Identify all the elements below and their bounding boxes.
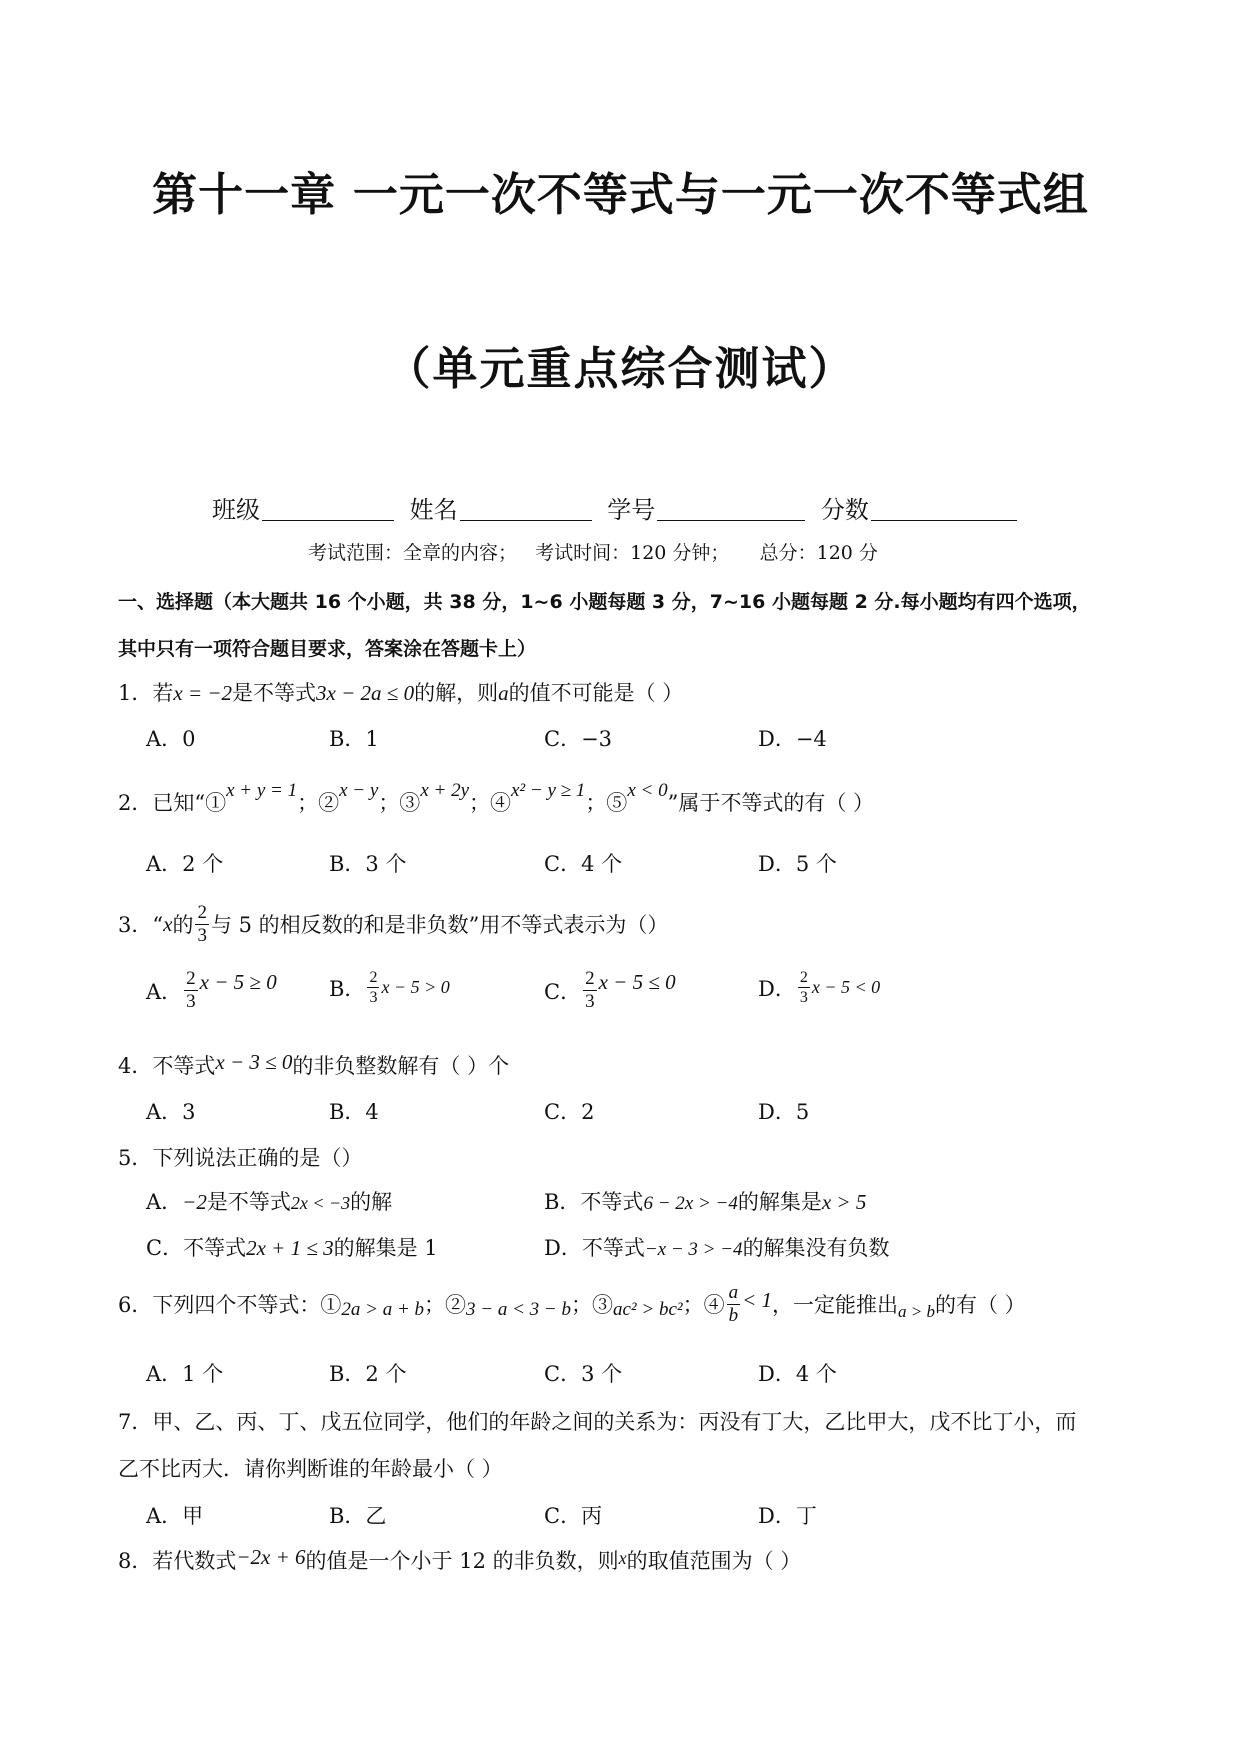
score-label: 分数 [820, 496, 869, 524]
fraction: $\frac{2}{3}$ [186, 968, 196, 1012]
question-3: 3．“ x 的 $\frac{2}{3}$ 与 5 的相反数的和是非负数”用不等式表示为（） [118, 901, 669, 946]
math-expr: x + 2y [420, 780, 469, 801]
fraction: $\frac{a}{b}$ [728, 1281, 739, 1326]
fraction: $\frac{2}{3}$ [369, 969, 378, 1006]
q2-option-c: C．4 个 [544, 852, 623, 876]
q2-option-b: B．3 个 [329, 852, 407, 876]
q4-option-a: A．3 [146, 1100, 196, 1124]
exam-scope: 考试范围：全章的内容； 考试时间：120 分钟； 总分：120 分 [308, 542, 878, 564]
q1-option-a: A．0 [146, 727, 196, 751]
score-blank [871, 498, 1017, 521]
math-var: x [618, 1548, 627, 1568]
math-expr: x² − y ≥ 1 [511, 780, 586, 801]
math-expr: x − 3 ≤ 0 [215, 1050, 293, 1074]
q3-option-b: B． $\frac{2}{3}$ x − 5 > 0 [329, 969, 450, 1006]
math-expr: x = −2 [173, 681, 233, 705]
math-expr: −2x + 6 [236, 1545, 306, 1569]
q7-option-c: C．丙 [544, 1504, 603, 1528]
q3-option-d: D． $\frac{2}{3}$ x − 5 < 0 [758, 969, 881, 1006]
question-6: 6．下列四个不等式：① 2a > a + b ；② 3 − a < 3 − b ；③ ac² > bc² ；④ $\frac{a}{b}$ < 1 ，一定能推出 a > b 的有（ ） [118, 1281, 1026, 1326]
math-expr: 3x − 2a ≤ 0 [316, 681, 415, 705]
q6-option-d: D．4 个 [758, 1362, 837, 1386]
name-label: 姓名 [409, 496, 458, 524]
q1-option-c: C．−3 [544, 727, 613, 751]
q7-option-b: B．乙 [329, 1504, 387, 1528]
q5-option-b: B．不等式6 − 2x > −4的解集是x > 5 [544, 1190, 867, 1214]
q6-option-c: C．3 个 [544, 1362, 623, 1386]
q3-option-a: A． $\frac{2}{3}$ x − 5 ≥ 0 [146, 968, 277, 1012]
q2-option-d: D．5 个 [758, 852, 837, 876]
q6-option-b: B．2 个 [329, 1362, 407, 1386]
q4-option-b: B．4 [329, 1100, 379, 1124]
page-subtitle: （单元重点综合测试） [385, 342, 856, 395]
q7-option-d: D．丁 [758, 1504, 817, 1528]
q5-option-a: A．−2是不等式2x < −3的解 [146, 1190, 393, 1214]
number-label: 学号 [607, 496, 656, 524]
question-7-line2: 乙不比丙大．请你判断谁的年龄最小（ ） [118, 1457, 503, 1481]
question-4: 4．不等式x − 3 ≤ 0的非负整数解有（ ）个 [118, 1050, 510, 1078]
class-label: 班级 [212, 496, 260, 524]
math-expr: a [498, 681, 509, 705]
fraction: $\frac{2}{3}$ [197, 901, 207, 946]
q1-option-b: B．1 [329, 727, 379, 751]
class-blank [262, 498, 394, 521]
q6-option-a: A．1 个 [146, 1362, 224, 1386]
fraction: $\frac{2}{3}$ [799, 969, 808, 1006]
q1-option-d: D．−4 [758, 727, 827, 751]
math-expr: x + y = 1 [226, 780, 298, 801]
q3-option-c: C． $\frac{2}{3}$ x − 5 ≤ 0 [544, 968, 676, 1012]
math-expr: x < 0 [627, 780, 668, 801]
question-2: 2．已知“①x + y = 1；②x − y；③x + 2y；④x² − y ≥ 1；⑤x < 0”属于不等式的有（ ） [118, 780, 874, 815]
fraction: $\frac{2}{3}$ [585, 968, 595, 1012]
math-var: x [163, 911, 173, 936]
q7-option-a: A．甲 [146, 1504, 204, 1528]
math-expr: x − y [339, 780, 379, 801]
section-heading-line2: 其中只有一项符合题目要求，答案涂在答题卡上） [118, 638, 537, 660]
q5-option-c: C．不等式2x + 1 ≤ 3的解集是 1 [146, 1236, 438, 1260]
name-blank [460, 498, 592, 521]
student-info-line [212, 490, 1025, 525]
q2-option-a: A．2 个 [146, 852, 224, 876]
q5-option-d: D．不等式−x − 3 > −4的解集没有负数 [544, 1236, 890, 1260]
question-1: 1．若x = −2是不等式3x − 2a ≤ 0的解，则a的值不可能是（ ） [118, 681, 684, 705]
q4-option-d: D．5 [758, 1100, 810, 1124]
question-5: 5．下列说法正确的是（） [118, 1146, 363, 1170]
question-8: 8．若代数式−2x + 6的值是一个小于 12 的非负数，则x的取值范围为（ ） [118, 1545, 802, 1573]
question-7-line1: 7．甲、乙、丙、丁、戊五位同学，他们的年龄之间的关系为：丙没有丁大，乙比甲大，戊不比丁小，而 [118, 1410, 1077, 1434]
number-blank [657, 498, 805, 521]
q4-option-c: C．2 [544, 1100, 595, 1124]
page-title: 第十一章 一元一次不等式与一元一次不等式组 [152, 168, 1089, 221]
section-heading-line1: 一、选择题（本大题共 16 个小题，共 38 分，1~6 小题每题 3 分，7~16 小题每题 2 分.每小题均有四个选项， [118, 591, 1091, 613]
